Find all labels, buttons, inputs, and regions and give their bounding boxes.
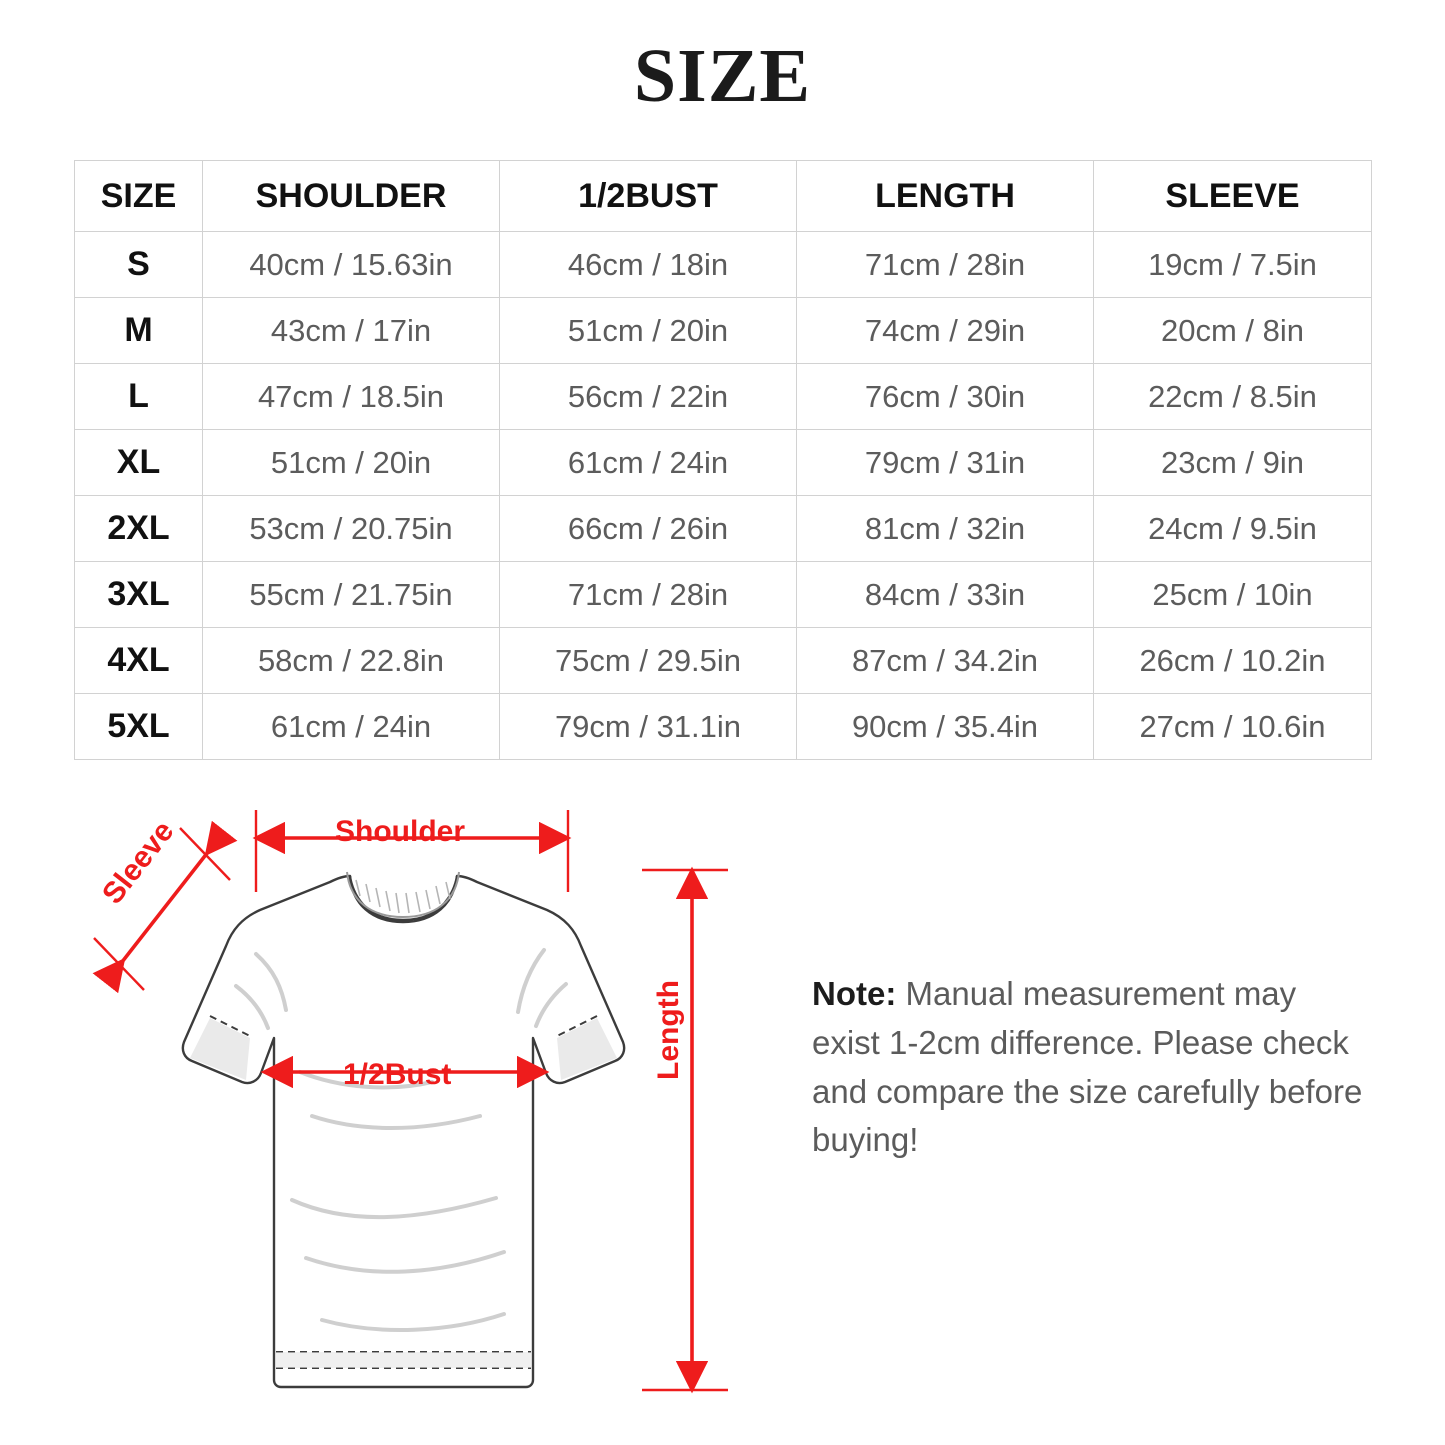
cell-bust: 71cm / 28in <box>500 562 797 628</box>
cell-sleeve: 25cm / 10in <box>1094 562 1372 628</box>
cell-size: L <box>75 364 203 430</box>
table-row <box>75 562 1372 628</box>
cell-shoulder: 40cm / 15.63in <box>203 232 500 298</box>
cell-bust: 61cm / 24in <box>500 430 797 496</box>
note-text: Manual measurement may exist 1-2cm difference. Please check and compare the size carefully before buying! <box>812 975 1363 1159</box>
table-row <box>75 232 1372 298</box>
table-row <box>75 496 1372 562</box>
cell-bust: 46cm / 18in <box>500 232 797 298</box>
column-header-size: SIZE <box>75 161 203 232</box>
cell-size: 5XL <box>75 694 203 760</box>
bust-label: 1/2Bust <box>343 1058 452 1091</box>
cell-size: XL <box>75 430 203 496</box>
size-chart-table-wrapper <box>74 160 1371 760</box>
column-header-bust: 1/2BUST <box>500 161 797 232</box>
cell-shoulder: 55cm / 21.75in <box>203 562 500 628</box>
column-header-shoulder: SHOULDER <box>203 161 500 232</box>
cell-shoulder: 58cm / 22.8in <box>203 628 500 694</box>
length-label: Length <box>652 980 685 1080</box>
cell-shoulder: 51cm / 20in <box>203 430 500 496</box>
table-row <box>75 694 1372 760</box>
cell-bust: 51cm / 20in <box>500 298 797 364</box>
column-header-sleeve: SLEEVE <box>1094 161 1372 232</box>
cell-shoulder: 61cm / 24in <box>203 694 500 760</box>
bottom-hem-shading <box>276 1352 531 1368</box>
cell-sleeve: 23cm / 9in <box>1094 430 1372 496</box>
cell-length: 74cm / 29in <box>797 298 1094 364</box>
cell-size: 3XL <box>75 562 203 628</box>
shoulder-label: Shoulder <box>335 815 466 848</box>
cell-shoulder: 47cm / 18.5in <box>203 364 500 430</box>
sleeve-label: Sleeve <box>96 815 181 911</box>
cell-bust: 75cm / 29.5in <box>500 628 797 694</box>
cell-length: 71cm / 28in <box>797 232 1094 298</box>
cell-size: S <box>75 232 203 298</box>
cell-bust: 56cm / 22in <box>500 364 797 430</box>
cell-bust: 66cm / 26in <box>500 496 797 562</box>
note-prefix: Note: <box>812 975 897 1012</box>
cell-length: 87cm / 34.2in <box>797 628 1094 694</box>
table-row <box>75 430 1372 496</box>
cell-length: 76cm / 30in <box>797 364 1094 430</box>
cell-length: 84cm / 33in <box>797 562 1094 628</box>
length-dimension <box>642 870 728 1390</box>
cell-sleeve: 22cm / 8.5in <box>1094 364 1372 430</box>
cell-size: M <box>75 298 203 364</box>
page-title: SIZE <box>633 34 812 118</box>
cell-size: 2XL <box>75 496 203 562</box>
cell-shoulder: 43cm / 17in <box>203 298 500 364</box>
sleeve-guide-top <box>180 828 230 880</box>
cell-sleeve: 26cm / 10.2in <box>1094 628 1372 694</box>
cell-shoulder: 53cm / 20.75in <box>203 496 500 562</box>
tshirt-diagram-svg <box>60 780 780 1420</box>
cell-bust: 79cm / 31.1in <box>500 694 797 760</box>
cell-length: 90cm / 35.4in <box>797 694 1094 760</box>
cell-sleeve: 19cm / 7.5in <box>1094 232 1372 298</box>
cell-sleeve: 20cm / 8in <box>1094 298 1372 364</box>
note-block <box>812 970 1372 1165</box>
collar-ribbing <box>356 880 450 913</box>
table-row <box>75 628 1372 694</box>
measurement-diagram <box>60 780 780 1420</box>
size-chart-table <box>74 160 1372 760</box>
cell-length: 79cm / 31in <box>797 430 1094 496</box>
table-row <box>75 364 1372 430</box>
cell-sleeve: 24cm / 9.5in <box>1094 496 1372 562</box>
table-row <box>75 298 1372 364</box>
cell-sleeve: 27cm / 10.6in <box>1094 694 1372 760</box>
cell-length: 81cm / 32in <box>797 496 1094 562</box>
tshirt-body-path <box>183 876 624 1387</box>
table-header-row <box>75 161 1372 232</box>
cell-size: 4XL <box>75 628 203 694</box>
column-header-length: LENGTH <box>797 161 1094 232</box>
